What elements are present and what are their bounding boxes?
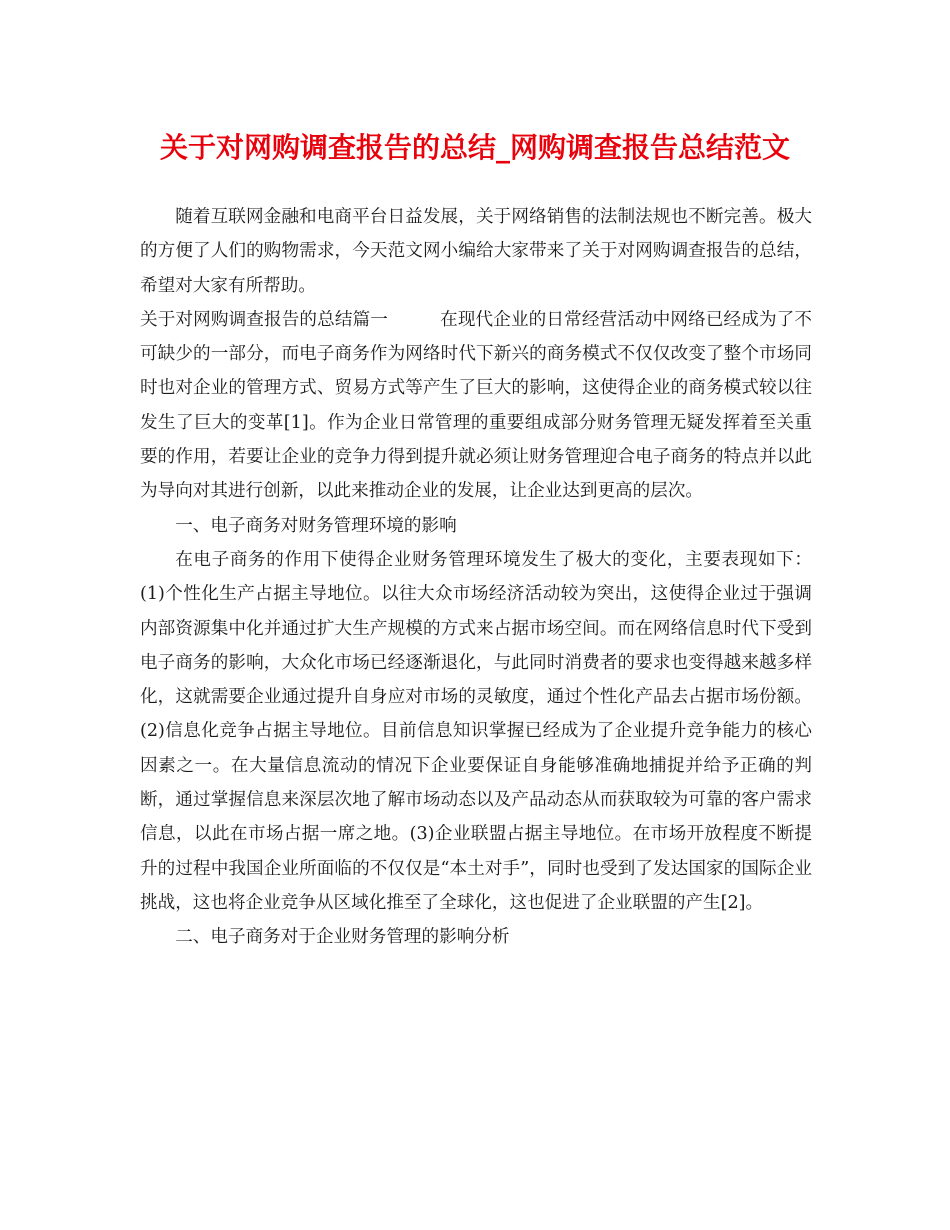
intro-paragraph: 随着互联网金融和电商平台日益发展，关于网络销售的法制法规也不断完善。极大的方便了人们的购物需求，今天范文网小编给大家带来了关于对网购调查报告的总结，希望对大家有所帮助。 (140, 207, 812, 296)
paragraph-one: 在电子商务的作用下使得企业财务管理环境发生了极大的变化，主要表现如下：(1)个性化生产占据主导地位。以往大众市场经济活动较为突出，这使得企业过于强调内部资源集中化并通过扩大生产规模的方式来占据市场空间。而在网络信息时代下受到电子商务的影响，大众化市场已经逐渐退化，与此同时消费者的要求也变得越来越多样化，这就需要企业通过提升自身应对市场的灵敏度，通过个性化产品去占据市场份额。(2)信息化竞争占据主导地位。目前信息知识掌握已经成为了企业提升竞争能力的核心因素之一。在大量信息流动的情况下企业要保证自身能够准确地捕捉并给予正确的判断，通过掌握信息来深层次地了解市场动态以及产品动态从而获取较为可靠的客户需求信息，以此在市场占据一席之地。(3)企业联盟占据主导地位。在市场开放程度不断提升的过程中我国企业所面临的不仅仅是“本土对手”，同时也受到了发达国家的国际企业挑战，这也将企业竞争从区域化推至了全球化，这也促进了企业联盟的产生[2]。 (140, 549, 812, 913)
heading-one: 一、电子商务对财务管理环境的影响 (175, 515, 457, 536)
section-one-paragraph (140, 303, 812, 509)
section-one-label: 关于对网购调查报告的总结篇一 (140, 309, 388, 330)
heading-two: 二、电子商务对于企业财务管理的影响分析 (175, 927, 510, 948)
document-body (140, 200, 812, 955)
section-one-body: 在现代企业的日常经营活动中网络已经成为了不可缺少的一部分，而电子商务作为网络时代下新兴的商务模式不仅仅改变了整个市场同时也对企业的管理方式、贸易方式等产生了巨大的影响，这使得企业的商务模式较以往发生了巨大的变革[1]。作为企业日常管理的重要组成部分财务管理无疑发挥着至关重要的作用，若要让企业的竞争力得到提升就必须让财务管理迎合电子商务的特点并以此为导向对其进行创新，以此来推动企业的发展，让企业达到更高的层次。 (140, 309, 812, 502)
document-title: 关于对网购调查报告的总结_网购调查报告总结范文 (159, 131, 790, 164)
